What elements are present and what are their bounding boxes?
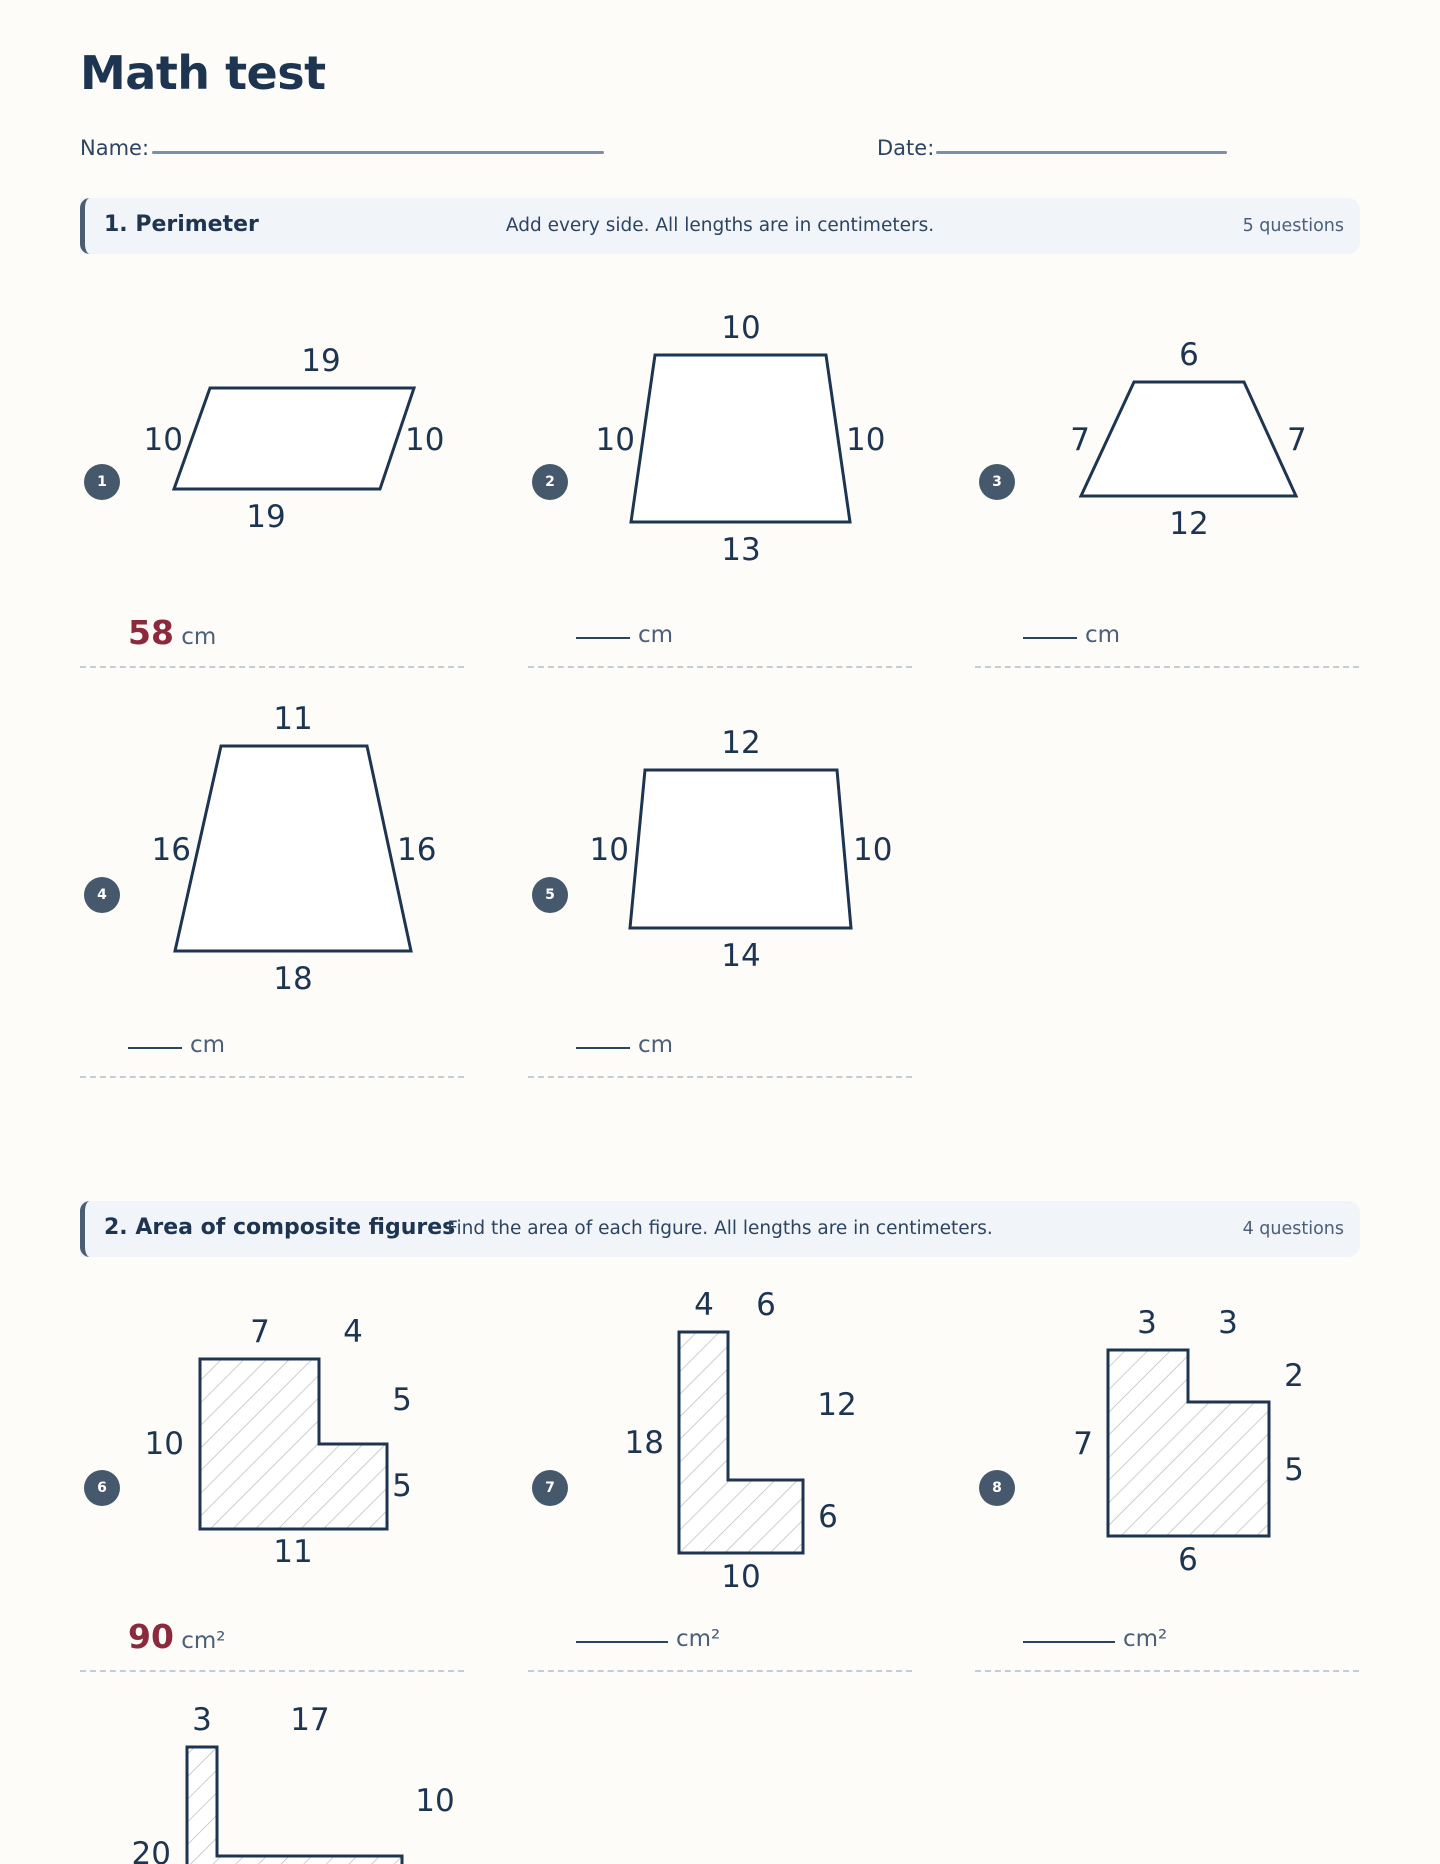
side-label-top-b: 17 xyxy=(290,1702,330,1738)
answer-field[interactable] xyxy=(576,1032,673,1058)
answer-blank xyxy=(576,637,630,639)
side-label-right-a: 5 xyxy=(392,1382,412,1418)
side-label-left: 7 xyxy=(1073,1426,1093,1462)
side-label-top-b: 6 xyxy=(756,1287,776,1323)
trapezoid-shape xyxy=(631,355,850,522)
answer-blank xyxy=(1023,637,1077,639)
trapezoid-shape xyxy=(1081,382,1296,496)
unit-label: cm² xyxy=(676,1626,721,1652)
answer-divider xyxy=(80,1076,464,1078)
perimeter-figure-3 xyxy=(975,270,1359,670)
page-title: Math test xyxy=(80,46,326,100)
unit-label: cm xyxy=(1085,622,1121,648)
answer-divider xyxy=(528,1670,912,1672)
side-label-top-a: 7 xyxy=(250,1314,270,1350)
perimeter-figure-2 xyxy=(528,270,912,670)
question-number-badge: 3 xyxy=(979,464,1015,500)
side-label-left: 10 xyxy=(144,1426,184,1462)
side-label-top: 19 xyxy=(301,343,341,379)
section-header-area xyxy=(80,1201,1360,1257)
area-figure-9 xyxy=(80,1680,464,1864)
unit-label: cm xyxy=(181,624,217,650)
side-label-right-a: 10 xyxy=(415,1783,455,1819)
unit-label: cm xyxy=(190,1032,226,1058)
parallelogram-shape xyxy=(174,388,414,489)
side-label-right-b: 6 xyxy=(818,1499,838,1535)
side-label-bottom: 6 xyxy=(1178,1542,1198,1578)
side-label-bottom: 11 xyxy=(273,1534,313,1570)
date-label: Date: xyxy=(877,136,935,160)
side-label-right-a: 2 xyxy=(1284,1358,1304,1394)
answer-blank xyxy=(576,1641,668,1643)
answer-divider xyxy=(528,1076,912,1078)
side-label-right: 7 xyxy=(1287,422,1307,458)
l-shape-figure xyxy=(1108,1350,1269,1536)
side-label-left: 7 xyxy=(1070,422,1090,458)
unit-label: cm xyxy=(638,1032,674,1058)
side-label-right: 10 xyxy=(846,422,886,458)
answer-field[interactable] xyxy=(576,1626,720,1652)
side-label-bottom: 10 xyxy=(721,1559,761,1595)
side-label-top-b: 3 xyxy=(1218,1305,1238,1341)
side-label-left: 10 xyxy=(143,422,183,458)
section-title: 1. Perimeter xyxy=(104,212,259,237)
question-number-badge: 8 xyxy=(979,1470,1015,1506)
answer-divider xyxy=(975,666,1359,668)
side-label-left: 10 xyxy=(595,422,635,458)
side-label-right: 16 xyxy=(397,832,437,868)
section-instructions: Add every side. All lengths are in centimeters. xyxy=(505,215,935,236)
question-count: 5 questions xyxy=(1242,216,1344,236)
answer-field[interactable] xyxy=(576,622,673,648)
answer-value: 58 xyxy=(128,613,174,652)
perimeter-figure-1 xyxy=(80,270,464,670)
unit-label: cm² xyxy=(1123,1626,1168,1652)
l-shape-figure xyxy=(187,1747,402,1864)
unit-label: cm² xyxy=(181,1628,226,1654)
side-label-bottom: 12 xyxy=(1169,506,1209,542)
side-label-top-a: 4 xyxy=(694,1287,714,1323)
name-label: Name: xyxy=(80,136,150,160)
section-header-perimeter xyxy=(80,198,1360,254)
side-label-right: 10 xyxy=(405,422,445,458)
side-label-right: 10 xyxy=(853,832,893,868)
answer-blank xyxy=(1023,1641,1115,1643)
side-label-left: 10 xyxy=(589,832,629,868)
answer-field[interactable] xyxy=(1023,1626,1167,1652)
l-shape-figure xyxy=(679,1332,803,1553)
question-number-badge: 5 xyxy=(532,877,568,913)
side-label-left: 20 xyxy=(131,1836,171,1864)
question-count: 4 questions xyxy=(1242,1219,1344,1239)
question-number-badge: 1 xyxy=(84,464,120,500)
answer-divider xyxy=(528,666,912,668)
answer-field[interactable] xyxy=(1023,622,1120,648)
question-number-badge: 7 xyxy=(532,1470,568,1506)
perimeter-figure-5 xyxy=(528,680,912,1080)
side-label-top-a: 3 xyxy=(1137,1305,1157,1341)
side-label-left: 18 xyxy=(624,1425,664,1461)
answer-divider xyxy=(80,1670,464,1672)
answer-blank xyxy=(128,1047,182,1049)
section-title: 2. Area of composite figures xyxy=(104,1215,456,1240)
question-number-badge: 4 xyxy=(84,877,120,913)
question-number-badge: 2 xyxy=(532,464,568,500)
side-label-bottom: 18 xyxy=(273,961,313,997)
side-label-top-a: 3 xyxy=(192,1702,212,1738)
side-label-top: 11 xyxy=(273,701,313,737)
answer-blank xyxy=(576,1047,630,1049)
side-label-bottom: 13 xyxy=(721,532,761,568)
section-instructions: Find the area of each figure. All lengths are in centimeters. xyxy=(447,1218,993,1239)
side-label-top: 10 xyxy=(721,310,761,346)
answer-field[interactable] xyxy=(128,613,216,652)
answer-divider xyxy=(975,1670,1359,1672)
date-field[interactable] xyxy=(936,151,1227,154)
l-shape-figure xyxy=(200,1359,387,1529)
side-label-right-a: 12 xyxy=(817,1387,857,1423)
perimeter-figure-4 xyxy=(80,680,464,1080)
unit-label: cm xyxy=(638,622,674,648)
area-figure-7 xyxy=(528,1274,912,1674)
area-figure-8 xyxy=(975,1274,1359,1674)
answer-field[interactable] xyxy=(128,1032,225,1058)
side-label-right-b: 5 xyxy=(1284,1452,1304,1488)
trapezoid-shape xyxy=(630,770,851,928)
side-label-left: 16 xyxy=(151,832,191,868)
answer-value: 90 xyxy=(128,1617,174,1656)
side-label-top: 12 xyxy=(721,725,761,761)
trapezoid-shape xyxy=(175,746,411,951)
side-label-top-b: 4 xyxy=(343,1314,363,1350)
side-label-bottom: 14 xyxy=(721,938,761,974)
answer-divider xyxy=(80,666,464,668)
question-number-badge: 6 xyxy=(84,1470,120,1506)
side-label-right-b: 5 xyxy=(392,1468,412,1504)
answer-field[interactable] xyxy=(128,1617,226,1656)
side-label-top: 6 xyxy=(1179,337,1199,373)
name-field[interactable] xyxy=(152,151,604,154)
area-figure-6 xyxy=(80,1274,464,1674)
side-label-bottom: 19 xyxy=(246,499,286,535)
